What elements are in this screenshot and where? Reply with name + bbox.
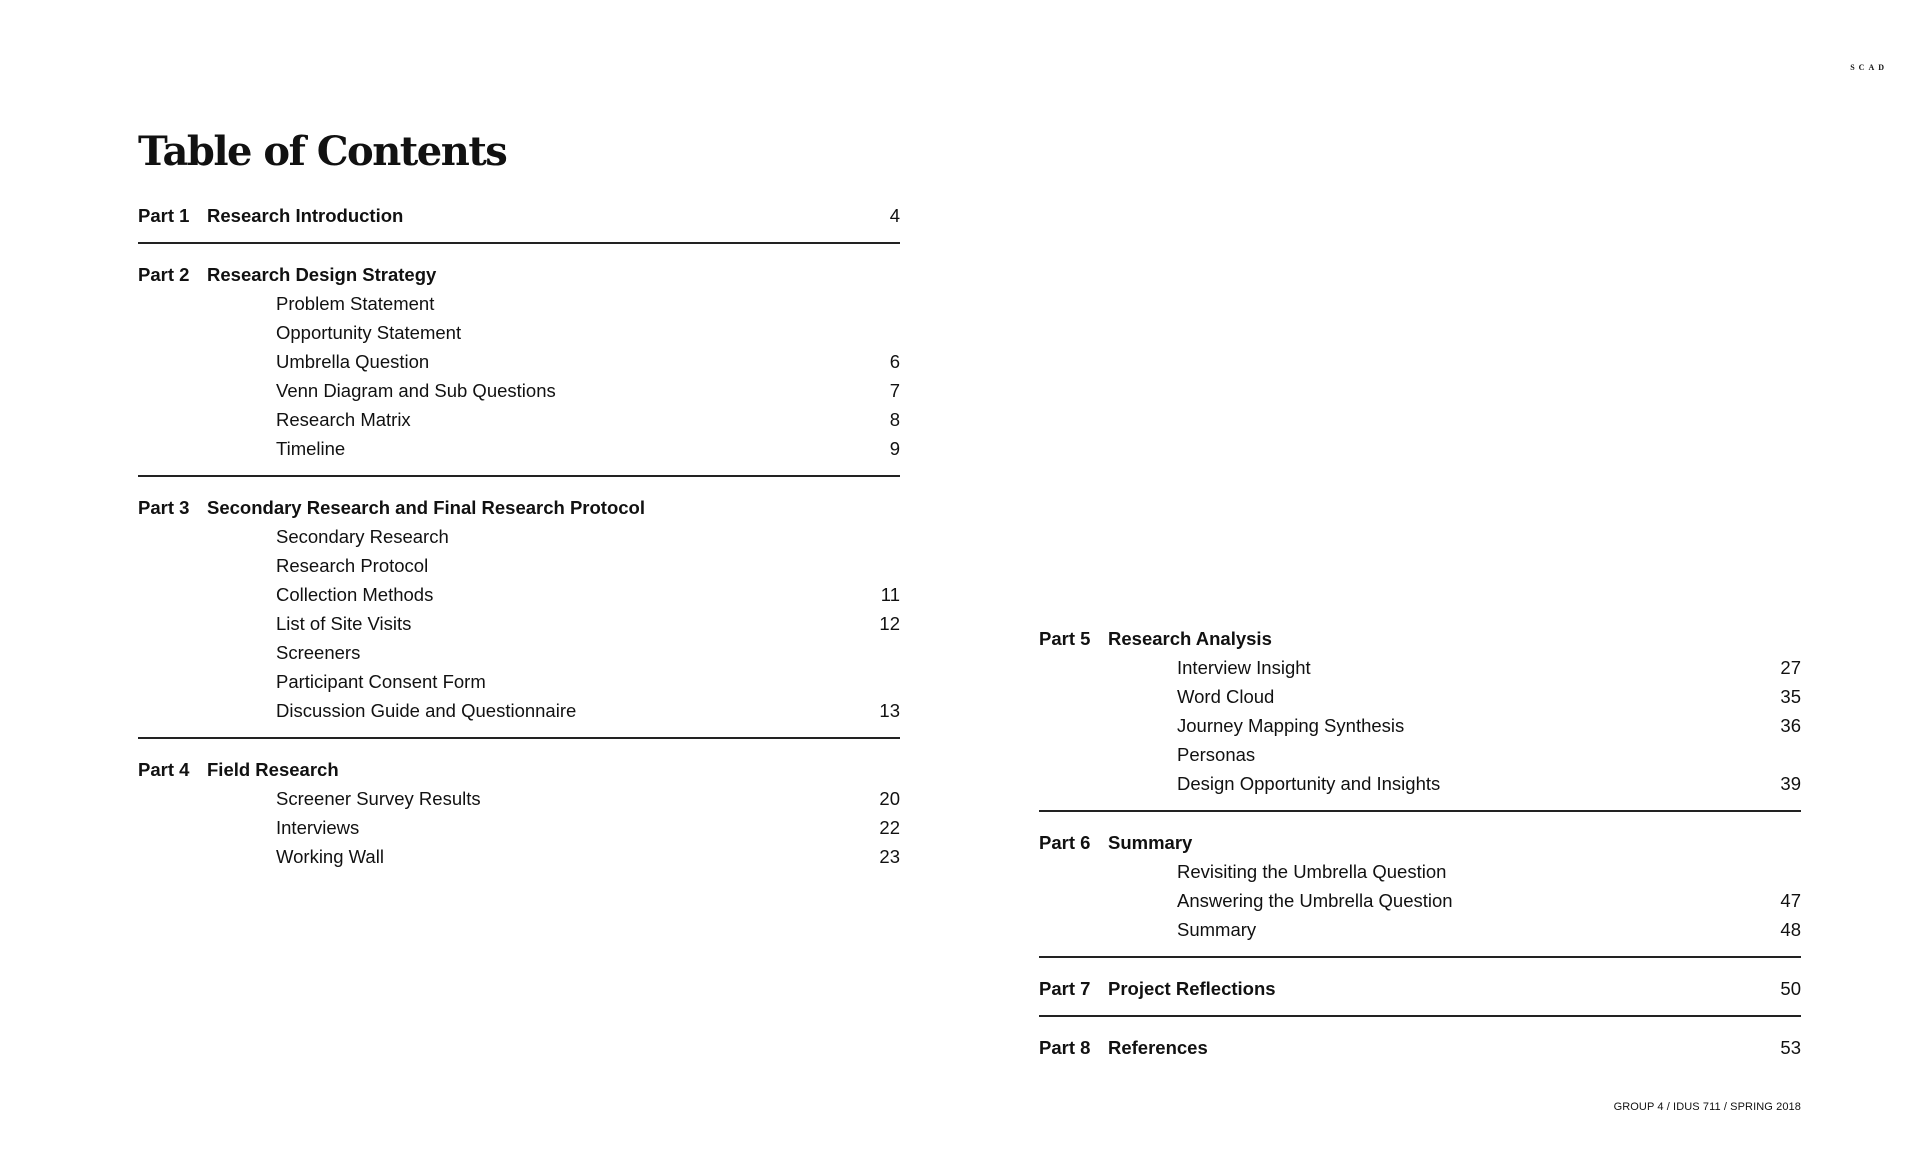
- toc-item-label: Problem Statement: [276, 292, 435, 314]
- page-number: 53: [1780, 1036, 1801, 1058]
- part-title: Field Research: [207, 758, 339, 780]
- part-heading[interactable]: [1039, 974, 1801, 1003]
- toc-part-1: [138, 201, 900, 244]
- page-number: 11: [880, 583, 900, 605]
- toc-part-3: [138, 493, 900, 739]
- toc-item-label: Journey Mapping Synthesis: [1177, 714, 1405, 736]
- toc-item[interactable]: [138, 638, 900, 667]
- page-number: 20: [879, 787, 900, 809]
- toc-item[interactable]: [1039, 915, 1801, 944]
- toc-item[interactable]: [138, 842, 900, 871]
- part-heading[interactable]: [138, 493, 900, 522]
- toc-item-label: Screener Survey Results: [276, 787, 481, 809]
- toc-item[interactable]: [1039, 653, 1801, 682]
- toc-item[interactable]: [138, 405, 900, 434]
- toc-item-label: Working Wall: [276, 845, 384, 867]
- toc-item-label: Discussion Guide and Questionnaire: [276, 699, 577, 721]
- toc-item[interactable]: [138, 347, 900, 376]
- toc-item[interactable]: [138, 318, 900, 347]
- part-number: Part 7: [1039, 977, 1091, 999]
- toc-item[interactable]: [1039, 769, 1801, 798]
- part-heading[interactable]: [138, 755, 900, 784]
- toc-item-label: Screeners: [276, 641, 361, 663]
- part-number: Part 3: [138, 496, 190, 518]
- page-number: 23: [879, 845, 900, 867]
- scad-logo: SCAD: [1850, 63, 1888, 72]
- part-heading[interactable]: [1039, 1033, 1801, 1062]
- part-number: Part 4: [138, 758, 190, 780]
- part-heading[interactable]: [1039, 624, 1801, 653]
- page-number: 22: [879, 816, 900, 838]
- toc-item-label: Answering the Umbrella Question: [1177, 889, 1453, 911]
- page-number: 12: [879, 612, 900, 634]
- page-number: 6: [889, 350, 900, 372]
- toc-column-left: [138, 201, 900, 899]
- page-number: 36: [1780, 714, 1801, 736]
- page-number: 48: [1780, 918, 1801, 940]
- toc-item[interactable]: [138, 784, 900, 813]
- part-title: References: [1108, 1036, 1208, 1058]
- part-title: Research Analysis: [1108, 627, 1272, 649]
- toc-item[interactable]: [138, 696, 900, 725]
- toc-item[interactable]: [138, 580, 900, 609]
- part-heading[interactable]: [1039, 828, 1801, 857]
- part-title: Secondary Research and Final Research Protocol: [207, 496, 645, 518]
- toc-item-label: Summary: [1177, 918, 1257, 940]
- page-number: 4: [889, 204, 900, 226]
- toc-column-right: [1039, 624, 1801, 1090]
- toc-item-label: Personas: [1177, 743, 1256, 765]
- page-number: 39: [1780, 772, 1801, 794]
- toc-item-label: Timeline: [276, 437, 346, 459]
- part-title: Summary: [1108, 831, 1193, 853]
- toc-part-8: [1039, 1033, 1801, 1074]
- toc-part-6: [1039, 828, 1801, 958]
- toc-item-label: Opportunity Statement: [276, 321, 462, 343]
- page-number: 27: [1780, 656, 1801, 678]
- toc-item[interactable]: [138, 813, 900, 842]
- toc-item[interactable]: [138, 522, 900, 551]
- toc-item[interactable]: [138, 609, 900, 638]
- toc-item[interactable]: [1039, 711, 1801, 740]
- toc-item-label: Research Matrix: [276, 408, 411, 430]
- toc-item[interactable]: [138, 434, 900, 463]
- toc-item[interactable]: [138, 376, 900, 405]
- toc-item-label: Interviews: [276, 816, 360, 838]
- toc-part-2: [138, 260, 900, 477]
- toc-item-label: Design Opportunity and Insights: [1177, 772, 1441, 794]
- part-heading[interactable]: [138, 201, 900, 230]
- part-number: Part 8: [1039, 1036, 1091, 1058]
- page-number: 35: [1780, 685, 1801, 707]
- toc-item[interactable]: [1039, 857, 1801, 886]
- page-number: 50: [1780, 977, 1801, 999]
- toc-item[interactable]: [138, 289, 900, 318]
- part-title: Project Reflections: [1108, 977, 1276, 999]
- page-number: 7: [889, 379, 900, 401]
- toc-item-label: Collection Methods: [276, 583, 434, 605]
- toc-item[interactable]: [138, 551, 900, 580]
- toc-item-label: Umbrella Question: [276, 350, 430, 372]
- page-number: 13: [879, 699, 900, 721]
- page-number: 47: [1780, 889, 1801, 911]
- toc-item-label: List of Site Visits: [276, 612, 412, 634]
- toc-item-label: Revisiting the Umbrella Question: [1177, 860, 1447, 882]
- part-title: Research Design Strategy: [207, 263, 437, 285]
- toc-part-7: [1039, 974, 1801, 1017]
- part-heading[interactable]: [138, 260, 900, 289]
- page-footer: GROUP 4 / IDUS 711 / SPRING 2018: [1613, 1101, 1801, 1113]
- toc-item[interactable]: [138, 667, 900, 696]
- part-title: Research Introduction: [207, 204, 404, 226]
- toc-item-label: Word Cloud: [1177, 685, 1275, 707]
- part-number: Part 6: [1039, 831, 1091, 853]
- page-number: 8: [889, 408, 900, 430]
- part-number: Part 5: [1039, 627, 1091, 649]
- toc-item-label: Secondary Research: [276, 525, 449, 547]
- toc-item-label: Research Protocol: [276, 554, 429, 576]
- part-number: Part 2: [138, 263, 190, 285]
- toc-item-label: Venn Diagram and Sub Questions: [276, 379, 556, 401]
- toc-item[interactable]: [1039, 740, 1801, 769]
- toc-item[interactable]: [1039, 886, 1801, 915]
- toc-item[interactable]: [1039, 682, 1801, 711]
- page-title: Table of Contents: [138, 128, 507, 175]
- page-number: 9: [889, 437, 900, 459]
- toc-part-4: [138, 755, 900, 883]
- toc-item-label: Participant Consent Form: [276, 670, 486, 692]
- part-number: Part 1: [138, 204, 190, 226]
- toc-part-5: [1039, 624, 1801, 812]
- toc-item-label: Interview Insight: [1177, 656, 1311, 678]
